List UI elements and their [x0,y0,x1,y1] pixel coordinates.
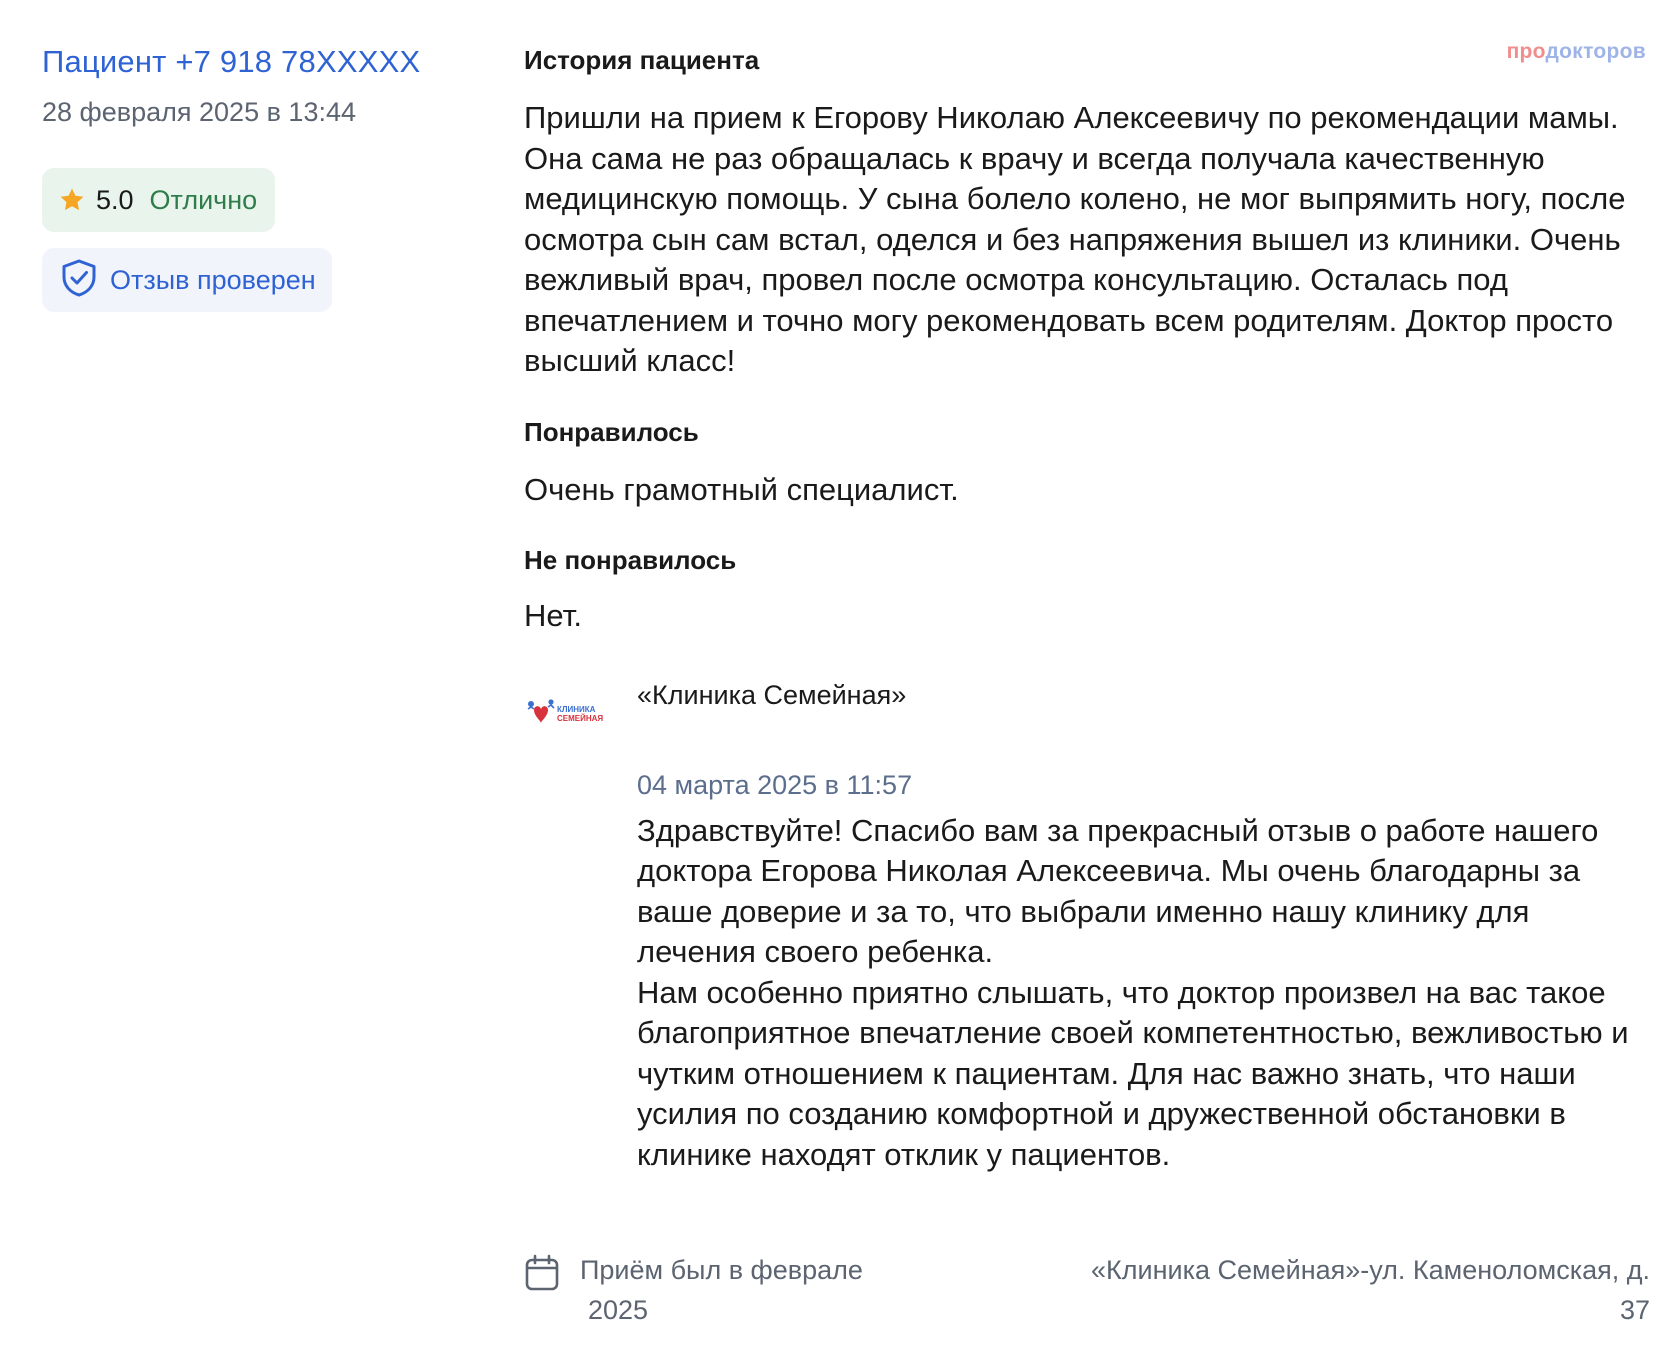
rating-value: 5.0 [96,184,134,215]
rating-label: Отлично [149,184,258,215]
reply-paragraph-1: Здравствуйте! Спасибо вам за прекрасный отзыв о работе нашего доктора Егорова Николая Алексеевича. Мы очень благодарны за ваше доверие и за то, что выбрали именно нашу клинику для лечения своего ребенка. [637,812,1599,969]
patient-name-link[interactable]: Пациент +7 918 78XXXXX [42,44,421,79]
calendar-icon [524,1254,560,1297]
rating-badge [42,168,275,232]
reply-paragraph-2: Нам особенно приятно слышать, что доктор произвел на вас такое благоприятное впечатление своей компетентностью, вежливостью и чутким отношением к пациентам. Для нас важно знать, что наши усилия по созданию комфортной и дружественной обстановки в клинике находят отклик у пациентов. [637,974,1629,1172]
visit-line-2: 2025 [588,1295,649,1325]
clinic-name[interactable]: «Клиника Семейная» [637,679,907,710]
logo-text-line1: КЛИНИКА [557,704,596,714]
star-icon [58,186,86,214]
disliked-text: Нет. [524,598,582,633]
review-footer [524,1250,1650,1340]
review-content [524,40,1646,1235]
liked-text: Очень грамотный специалист. [524,471,959,507]
clinic-logo [524,693,608,733]
logo-text-line2: СЕМЕЙНАЯ [557,713,604,723]
review-author-column [42,40,482,312]
address-line-1: «Клиника Семейная»-ул. Каменоломская, д. [1091,1255,1650,1285]
visit-line-1: Приём был в феврале [580,1255,863,1285]
shield-check-icon [60,258,98,303]
disliked-heading: Не понравилось [524,545,737,575]
logo-part-pro: про [1506,40,1546,63]
reply-text [637,811,1647,1176]
history-heading: История пациента [524,45,760,75]
visit-info [580,1250,900,1330]
clinic-reply [524,675,1646,1235]
verified-label: Отзыв проверен [110,264,316,295]
liked-heading: Понравилось [524,416,699,447]
logo-part-doktorov: докторов [1545,40,1646,63]
clinic-address[interactable] [1010,1250,1650,1330]
address-line-2: 37 [1619,1295,1650,1325]
verified-badge[interactable] [42,248,332,312]
review-date: 28 февраля 2025 в 13:44 [42,97,356,127]
reply-date: 04 марта 2025 в 11:57 [637,769,913,800]
history-text: Пришли на прием к Егорову Николаю Алексеевичу по рекомендации мамы. Она сама не раз обращалась к врачу и всегда получала качественную медицинскую помощь. У сына болело колено, не мог выпрямить ногу, после осмотра сын сам встал, оделся и без напряжения вышел из клиники. Очень вежливый врач, провел после осмотра консультацию. Осталась под впечатлением и точно могу рекомендовать всем родителям. Доктор просто высший класс! [524,100,1626,378]
